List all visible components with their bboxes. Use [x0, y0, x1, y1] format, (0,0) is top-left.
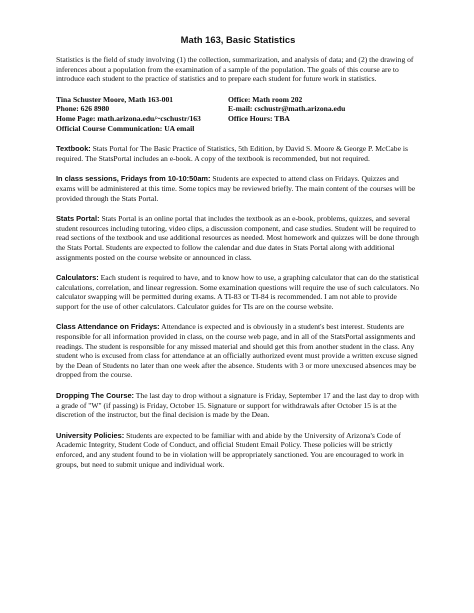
email-address: E-mail: cschustr@math.arizona.edu: [228, 104, 346, 114]
section-body-calculators: Each student is required to have, and to know how to use, a graphing calculator that can do the statistical calculations, correlation, and linear regression. Some examination questions will require the use of such calculators. No calculator swapping will be permitted during exams. A TI-83 or TI-84 is recommended. I am not able to provide support for the use of other calculators. Calculator guides for TIs are on the course website.: [56, 273, 420, 311]
section-dropping: [56, 391, 420, 420]
section-textbook: [56, 144, 420, 163]
section-class-sessions: [56, 174, 420, 203]
section-body-attendance: Attendance is expected and is obviously in a student's best interest. Students are responsible for all information provided in class, on the course web page, and in all of the StatsPortal assignments and readings. The student is responsible for any missed material and should get this from another student in the class. Any student who is excused from class for attendance at an officially authorized event must provide a written excuse signed by the Dean of Students no later than one week after the absence. Students with 3 or more unexcused absences may be dropped from the course.: [56, 322, 418, 380]
office-hours: Office Hours: TBA: [228, 113, 290, 123]
section-heading-textbook: Textbook:: [56, 144, 91, 154]
section-body-university-policies: Students are expected to be familiar with and abide by the University of Arizona's Code of Academic Integrity, Student Code of Conduct, and official Student Email Policy. These policies will be strictly enforced, and any student found to be in violation will be appropriately sanctioned. You are encouraged to work in groups, but need to submit unique and individual work.: [56, 430, 404, 469]
section-heading-calculators: Calculators:: [56, 273, 99, 283]
page-title: Math 163, Basic Statistics: [180, 34, 296, 45]
section-body-class-sessions: Students are expected to attend class on Fridays. Quizzes and exams will be administered at this time. Some topics may be reviewed briefly. The main content of the courses will be provided through the Stats Portal.: [56, 174, 416, 203]
section-body-stats-portal: Stats Portal is an online portal that includes the textbook as an e-book, problems, quizzes, and several student resources including tutoring, video clips, a discussion component, and case studies. Student will be required to read sections of the textbook and use additional resources as needed. Most homework and quizzes will be done through the Stats Portal. Students are expected to follow the calendar and due dates in Stats Portal along with additional assignments posted on the course website or announced in class.: [56, 214, 419, 262]
section-heading-stats-portal: Stats Portal:: [56, 214, 100, 224]
contact-block: [56, 95, 420, 133]
official-communication: Official Course Communication: UA email: [56, 123, 195, 133]
section-body-dropping: The last day to drop without a signature is Friday, September 17 and the last day to drop with a grade of "W" (if passing) is Friday, October 15. Signature or support for withdrawals after October 15 is at the discretion of the instructor, but the final decision is made by the Dean.: [56, 391, 419, 420]
instructor-name: Tina Schuster Moore, Math 163-001: [56, 94, 174, 104]
section-heading-class-sessions: In class sessions, Fridays from 10-10:50am:: [56, 174, 211, 184]
course-intro: Statistics is the field of study involving (1) the collection, summarization, and analysis of data; and (2) the drawing of inferences about a population from the examination of a sample of the population. The goals of this course are to introduce each student to the practice of statistics and to prepare each student for future work in statistics.: [56, 55, 414, 84]
section-university-policies: [56, 431, 420, 469]
section-attendance: [56, 322, 420, 380]
section-body-textbook: Stats Portal for The Basic Practice of Statistics, 5th Edition, by David S. Moore & George P. McCabe is required. The StatsPortal includes an e-book. A copy of the textbook is recommended, but not required.: [56, 144, 408, 163]
section-heading-university-policies: University Policies:: [56, 430, 125, 440]
section-heading-attendance: Class Attendance on Fridays:: [56, 322, 160, 332]
phone-number: Phone: 626 8980: [56, 104, 110, 114]
section-stats-portal: [56, 214, 420, 262]
office-location: Office: Math room 202: [228, 94, 303, 104]
section-calculators: [56, 273, 420, 311]
home-page-link[interactable]: Home Page: math.arizona.edu/~cschustr/163: [56, 113, 201, 123]
syllabus-page: [56, 34, 420, 480]
section-heading-dropping: Dropping The Course:: [56, 391, 135, 401]
